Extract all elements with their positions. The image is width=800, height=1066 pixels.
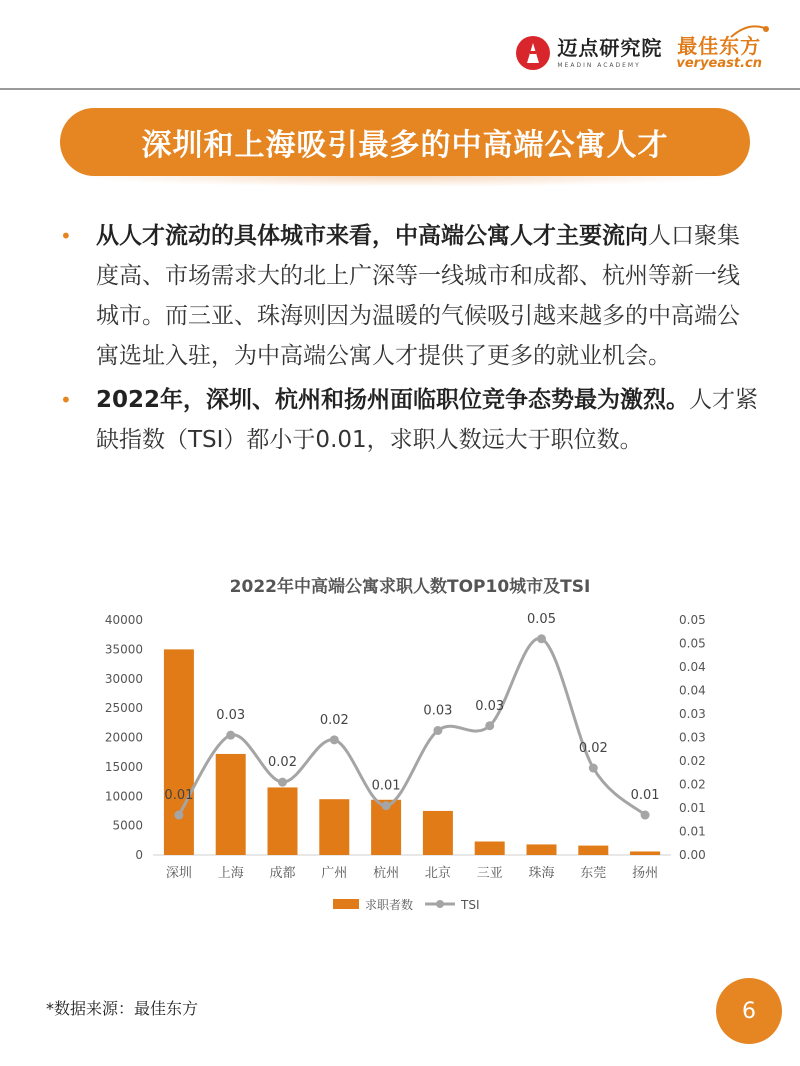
right-axis-tick-label: 0.01	[679, 824, 706, 839]
tsi-data-label: 0.01	[371, 778, 401, 794]
tsi-point	[641, 811, 650, 820]
bar	[423, 811, 453, 855]
tsi-point	[278, 778, 287, 787]
meadin-logo-sub: MEADIN ACADEMY	[557, 61, 641, 69]
right-axis-tick-label: 0.03	[679, 730, 706, 745]
tsi-data-label: 0.05	[527, 611, 556, 627]
right-axis-tick-label: 0.03	[679, 707, 706, 721]
right-axis-tick-label: 0.04	[679, 683, 706, 698]
tsi-data-label: 0.03	[216, 708, 246, 724]
veryeast-arc-icon	[729, 23, 769, 39]
tsi-data-label: 0.02	[268, 755, 297, 771]
page-number-badge	[716, 978, 782, 1044]
bar	[527, 844, 557, 855]
tsi-point	[226, 731, 235, 740]
meadin-logo-text: 迈点研究院	[557, 35, 663, 60]
tsi-point	[433, 726, 442, 735]
category-label: 三亚	[476, 866, 503, 881]
source-footnote: *数据来源：最佳东方	[46, 999, 199, 1018]
right-axis-tick-label: 0.00	[679, 848, 706, 862]
bar	[630, 851, 660, 855]
chart-title: 2022年中高端公寓求职人数TOP10城市及TSI	[229, 577, 591, 597]
veryeast-logo-text: 最佳东方	[677, 35, 761, 57]
legend-swatch-bar	[333, 899, 359, 909]
bullet-item	[60, 216, 760, 376]
left-axis-tick-label: 30000	[104, 671, 143, 686]
tsi-data-label: 0.01	[630, 788, 660, 804]
combo-chart	[95, 565, 725, 925]
right-axis-tick-label: 0.01	[679, 801, 706, 815]
left-axis-tick-label: 35000	[104, 642, 143, 657]
bullet-dot-icon: •	[60, 224, 72, 248]
category-label: 扬州	[632, 866, 659, 881]
right-axis-tick-label: 0.02	[679, 754, 706, 768]
category-label: 成都	[269, 866, 296, 881]
left-axis-tick-label: 15000	[104, 759, 143, 774]
meadin-logo	[557, 35, 663, 69]
category-label: 深圳	[165, 866, 192, 881]
right-axis-tick-label: 0.05	[679, 613, 706, 627]
bar	[319, 799, 349, 855]
category-label: 广州	[321, 866, 348, 881]
header-logos	[515, 28, 762, 78]
category-label: 东莞	[580, 866, 607, 881]
bullet-bold-text: 从人才流动的具体城市来看，中高端公寓人才主要流向	[96, 223, 648, 249]
bullet-dot-icon: •	[60, 388, 72, 412]
left-axis-tick-label: 25000	[104, 701, 143, 716]
tsi-point	[537, 634, 546, 643]
tsi-point	[589, 764, 598, 773]
bar	[164, 649, 194, 855]
left-axis-tick-label: 20000	[104, 730, 143, 745]
bar	[578, 846, 608, 855]
veryeast-logo-url: veryeast.cn	[676, 56, 762, 71]
bar	[475, 841, 505, 855]
left-axis-tick-label: 40000	[104, 613, 143, 627]
tsi-data-label: 0.03	[423, 703, 453, 719]
bullet-text: 人口聚集度高、市场需求大的北上广深等一线城市和成都、杭州等新一线城市。而三亚、珠海则因为温暖的气候吸引越来越多的中高端公寓选址入驻，为中高端公寓人才提供了更多的就业机会。	[96, 223, 740, 369]
bullet-text: 人才紧缺指数（TSI）都小于0.01，求职人数远大于职位数。	[96, 387, 759, 453]
left-axis-tick-label: 5000	[112, 818, 143, 833]
title-banner	[60, 108, 750, 176]
bullet-item	[60, 380, 760, 460]
tsi-line	[179, 638, 645, 815]
right-axis-tick-label: 0.04	[679, 660, 706, 674]
left-axis-tick-label: 10000	[104, 789, 143, 804]
category-label: 北京	[424, 866, 451, 881]
header-divider	[0, 88, 800, 90]
tsi-point	[174, 811, 183, 820]
tsi-data-label: 0.03	[475, 698, 505, 714]
legend-label: TSI	[461, 898, 480, 912]
meadin-logo-icon	[515, 35, 551, 71]
tsi-point	[330, 735, 339, 744]
page-number: 6	[742, 998, 756, 1024]
bar	[216, 754, 246, 855]
legend-swatch-point	[436, 900, 444, 908]
bullet-list	[60, 216, 760, 464]
category-label: 上海	[217, 866, 244, 881]
bar	[268, 787, 298, 855]
page-title: 深圳和上海吸引最多的中高端公寓人才	[141, 128, 669, 163]
left-axis-tick-label: 0	[135, 848, 143, 862]
right-axis-tick-label: 0.05	[679, 636, 706, 651]
tsi-data-label: 0.02	[578, 741, 608, 757]
category-label: 杭州	[373, 866, 400, 881]
bullet-bold-text: 2022年，深圳、杭州和扬州面临职位竞争态势最为激烈。	[96, 387, 690, 413]
tsi-data-label: 0.02	[319, 712, 349, 728]
category-label: 珠海	[528, 866, 555, 881]
tsi-data-label: 0.01	[164, 788, 194, 804]
tsi-point	[485, 721, 494, 730]
right-axis-tick-label: 0.02	[679, 777, 706, 792]
legend-label: 求职者数	[365, 898, 414, 912]
veryeast-logo	[676, 35, 762, 71]
tsi-point	[382, 801, 391, 810]
